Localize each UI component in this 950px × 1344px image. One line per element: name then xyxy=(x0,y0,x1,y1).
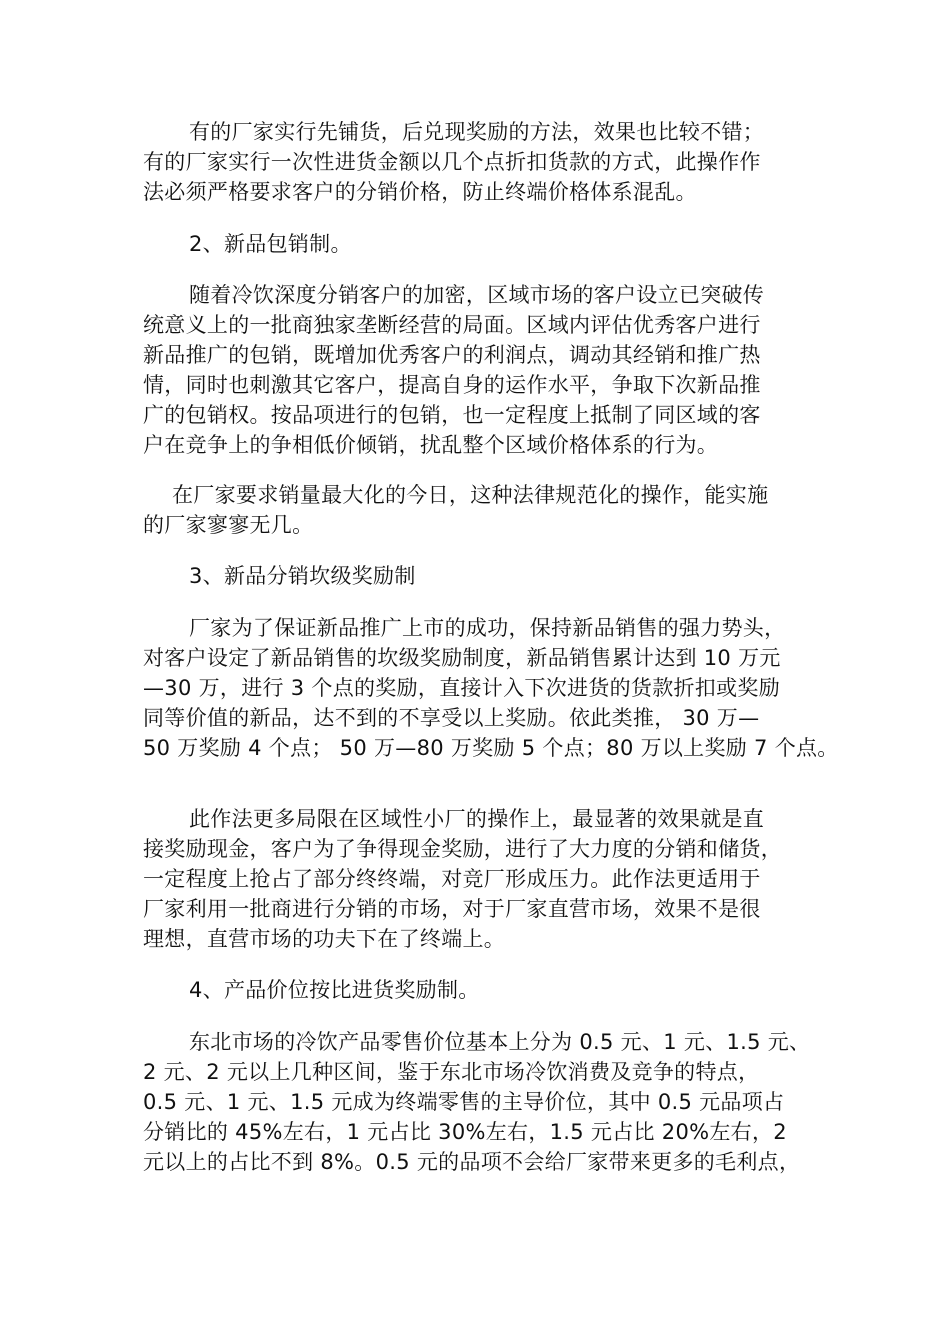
text-line: 有的厂家实行一次性进货金额以几个点折扣货款的方式，此操作作 xyxy=(143,150,761,174)
text-line: 2 元、2 元以上几种区间，鉴于东北市场冷饮消费及竞争的特点， xyxy=(143,1060,760,1084)
text-line: 情，同时也刺激其它客户，提高自身的运作水平，争取下次新品推 xyxy=(143,373,761,397)
section-heading: 3、新品分销坎级奖励制 xyxy=(189,564,416,588)
text-line: 接奖励现金，客户为了争得现金奖励，进行了大力度的分销和储货， xyxy=(143,837,782,861)
text-line: 新品推广的包销，既增加优秀客户的利润点，调动其经销和推广热 xyxy=(143,343,761,367)
text-line: 对客户设定了新品销售的坎级奖励制度，新品销售累计达到 10 万元 xyxy=(143,646,781,670)
section-heading: 2、新品包销制。 xyxy=(189,232,352,256)
text-line: 在厂家要求销量最大化的今日，这种法律规范化的操作，能实施 xyxy=(172,483,769,507)
text-line: 东北市场的冷饮产品零售价位基本上分为 0.5 元、1 元、1.5 元、 xyxy=(189,1030,811,1054)
text-line: 厂家利用一批商进行分销的市场，对于厂家直营市场，效果不是很 xyxy=(143,897,761,921)
text-line: 同等价值的新品，达不到的不享受以上奖励。依此类推， 30 万— xyxy=(143,706,760,730)
text-line: 法必须严格要求客户的分销价格，防止终端价格体系混乱。 xyxy=(143,180,697,204)
text-line: 理想，直营市场的功夫下在了终端上。 xyxy=(143,927,506,951)
text-line: 随着冷饮深度分销客户的加密，区域市场的客户设立已突破传 xyxy=(189,283,765,307)
text-line: 厂家为了保证新品推广上市的成功，保持新品销售的强力势头， xyxy=(189,616,786,640)
section-heading: 4、产品价位按比进货奖励制。 xyxy=(189,978,480,1002)
text-line: 此作法更多局限在区域性小厂的操作上，最显著的效果就是直 xyxy=(189,807,765,831)
text-line: 分销比的 45%左右，1 元占比 30%左右，1.5 元占比 20%左右，2 xyxy=(143,1120,787,1144)
text-line: 0.5 元、1 元、1.5 元成为终端零售的主导价位，其中 0.5 元品项占 xyxy=(143,1090,785,1114)
text-line: 有的厂家实行先铺货，后兑现奖励的方法，效果也比较不错； xyxy=(189,120,765,144)
text-line: 一定程度上抢占了部分终终端，对竞厂形成压力。此作法更适用于 xyxy=(143,867,761,891)
text-line: 统意义上的一批商独家垄断经营的局面。区域内评估优秀客户进行 xyxy=(143,313,761,337)
text-line: 的厂家寥寥无几。 xyxy=(143,513,314,537)
text-line: 户在竞争上的争相低价倾销，扰乱整个区域价格体系的行为。 xyxy=(143,433,719,457)
text-line: 50 万奖励 4 个点； 50 万—80 万奖励 5 个点；80 万以上奖励 7 个点。 xyxy=(143,736,839,760)
text-line: 广的包销权。按品项进行的包销，也一定程度上抵制了同区域的客 xyxy=(143,403,761,427)
text-line: —30 万，进行 3 个点的奖励，直接计入下次进货的货款折扣或奖励 xyxy=(143,676,781,700)
text-line: 元以上的占比不到 8%。0.5 元的品项不会给厂家带来更多的毛利点， xyxy=(143,1150,801,1174)
